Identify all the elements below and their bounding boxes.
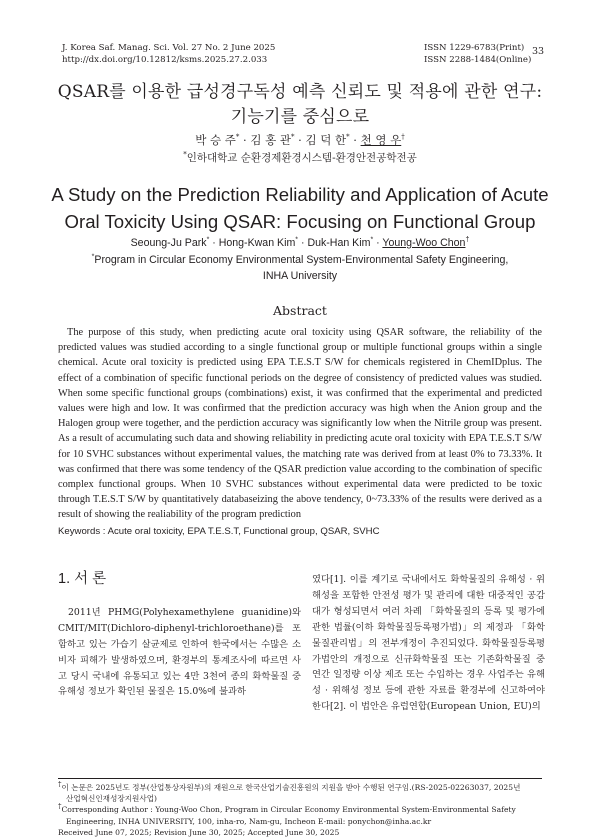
body-paragraph: 였다[1]. 이를 계기로 국내에서도 화학물질의 유해성 · 위해성을 포함한 안전성 평가 및 관리에 대한 대중적인 공감대가 형성되면서 여러 차례 「화학물질의 등록 및 평가에 관한 법률(이하 화학물질등록평가법)」의 제정과 「화학물질관리법」의 전부개정이 추진되었다. 화학물질등록평가법안의 개정으로 신규화학물질 또는 기존화학물질 중 연간 일정량 이상 제조 또는 수입하는 경우 사업주는 유해성 · 위해성 정보 등에 관한 자료를 환경부에 신고하여야 한다[2]. 이 법안은 유럽연합(European Union, EU)의 bbox=[312, 574, 545, 713]
author-separator: · bbox=[298, 237, 308, 249]
journal-header-right bbox=[424, 42, 531, 66]
english-affiliation-text: Program in Circular Economy Environmental System-Environmental Safety Engineering, bbox=[94, 254, 509, 266]
funding-footnote bbox=[58, 782, 542, 804]
author-separator: · bbox=[239, 133, 251, 147]
english-title-line2: Oral Toxicity Using QSAR: Focusing on Functional Group bbox=[64, 211, 536, 232]
section-heading: 1. 서 론 bbox=[58, 571, 107, 587]
page-number: 33 bbox=[532, 46, 545, 57]
footnote-divider bbox=[58, 778, 542, 779]
korean-title bbox=[40, 80, 560, 130]
english-authors bbox=[40, 236, 560, 250]
author-mark: * bbox=[235, 133, 240, 142]
funding-footnote-line2: 산업혁신인재성장지원사업) bbox=[66, 794, 157, 804]
journal-header-left bbox=[62, 42, 275, 66]
footnotes bbox=[58, 782, 542, 838]
author-separator: · bbox=[373, 237, 383, 249]
affiliation-mark: * bbox=[183, 150, 187, 159]
body-column-right bbox=[312, 572, 545, 715]
journal-citation: J. Korea Saf. Manag. Sci. Vol. 27 No. 2 June 2025 bbox=[62, 43, 276, 53]
abstract-heading: Abstract bbox=[273, 303, 327, 318]
affiliation-mark: * bbox=[91, 253, 95, 261]
author-mark: * bbox=[206, 236, 210, 244]
issn-print: ISSN 1229-6783(Print) bbox=[424, 43, 525, 53]
author-mark: * bbox=[370, 236, 374, 244]
corresponding-footnote-line1: Corresponding Author : Young-Woo Chon, Program in Circular Economy Environmental System-Environmental Safety bbox=[61, 805, 516, 815]
author-mark: * bbox=[291, 133, 295, 142]
corresponding-mark: † bbox=[401, 133, 405, 142]
english-affiliation-line1 bbox=[40, 252, 560, 268]
author-mark: * bbox=[346, 133, 350, 142]
english-affiliation-line2: INHA University bbox=[262, 270, 338, 282]
korean-affiliation bbox=[40, 151, 560, 165]
body-column-left bbox=[58, 572, 301, 700]
author-separator: · bbox=[349, 133, 361, 147]
footnote-mark: † bbox=[58, 780, 62, 789]
author-separator: · bbox=[294, 133, 306, 147]
footnote-mark: † bbox=[58, 802, 62, 811]
keywords-label: Keywords bbox=[58, 526, 101, 537]
issn-online: ISSN 2288-1484(Online) bbox=[424, 55, 532, 65]
english-title-line1: A Study on the Prediction Reliability and Application of Acute bbox=[51, 184, 549, 205]
english-affiliation bbox=[40, 252, 560, 284]
author-kr-2: 김 홍 관 bbox=[250, 133, 292, 147]
author-mark: * bbox=[295, 236, 299, 244]
corresponding-footnote-line2: Engineering, INHA UNIVERSITY, 100, inha-ro, Nam-gu, Incheon E-mail: ponychon@inha.ac.kr bbox=[66, 816, 432, 826]
author-separator: · bbox=[209, 237, 219, 249]
corresponding-mark: † bbox=[465, 236, 470, 244]
author-en-1: Seoung-Ju Park bbox=[130, 237, 207, 249]
received-dates: Received June 07, 2025; Revision June 30, 2025; Accepted June 30, 2025 bbox=[58, 827, 340, 837]
author-en-4-corresponding: Young-Woo Chon bbox=[382, 237, 466, 249]
korean-affiliation-text: 인하대학교 순환경제환경시스템-환경안전공학전공 bbox=[186, 152, 417, 164]
author-kr-3: 김 덕 한 bbox=[305, 133, 347, 147]
corresponding-author-footnote bbox=[58, 804, 542, 826]
english-title bbox=[40, 181, 560, 235]
keywords: Keywords : Acute oral toxicity, EPA T.E.S.T, Functional group, QSAR, SVHC bbox=[58, 526, 380, 537]
korean-title-line1: QSAR를 이용한 급성경구독성 예측 신뢰도 및 적용에 관한 연구: bbox=[57, 82, 543, 102]
funding-footnote-line1: 이 논문은 2025년도 정부(산업통상자원부)의 재원으로 한국산업기술진흥원의 지원을 받아 수행된 연구임.(RS-2025-02263037, 2025년 bbox=[61, 783, 521, 792]
body-paragraph: 2011년 PHMG(Polyhexamethylene guanidine)와 CMIT/MIT(Dichloro-diphenyl-trichloroethane)를 포함하고 있는 가습기 살균제로 인하여 한국에서는 수많은 소비자 피해가 발생하였으며, 환경부의 통계조사에 따르면 사고 당시 국내에 유통되고 있는 4만 3천여 종의 화학물질 중 유해성 정보가 확인된 물질은 15.0%에 불과하 bbox=[58, 606, 301, 698]
author-en-2: Hong-Kwan Kim bbox=[218, 237, 296, 249]
doi-link[interactable]: http://dx.doi.org/10.12812/ksms.2025.27.2.033 bbox=[62, 55, 268, 65]
keywords-text: Acute oral toxicity, EPA T.E.S.T, Functional group, QSAR, SVHC bbox=[107, 526, 380, 537]
abstract-body: The purpose of this study, when predicting acute oral toxicity using QSAR software, the reliability of the predicted values was studied according to a single functional group or multiple functional groups within a single chemical. Acute oral toxicity is predicted using EPA T.E.S.T S/W for chemicals registered in ChemIDplus. The effect of a combination of specific functional periods on the degree of consistency of predicted values was studied. When some specific functional groups (combinations) exist, it was confirmed that the experimental and predicted values were high and low. It was confirmed that the prediction accuracy was high when the Anion group and the Halogen group were together, and the perdiction accuracy was significantly low when the Nitrile group was present. As a result of accumulating such data and showing reliability in predicting acute oral toxicity with EPA T.E.S.T S/W for 10 SVHC substances without experimental values, the matching rate was derived from at least 0% to 73.33%. It was confirmed that there was some tendency of the QSAR prediction value according to the combination of specific complex functional groups. When 10 SVHC substances without experimental data were predicted to be toxic through T.E.S.T S/W by quantitatively databaseizing the above tendency, 0~73.33% of the results were derived as a result of showing the realiability of the program prediction bbox=[58, 327, 542, 521]
author-en-3: Duk-Han Kim bbox=[307, 237, 371, 249]
korean-authors bbox=[40, 132, 560, 148]
author-kr-1: 박 승 주 bbox=[195, 133, 236, 147]
author-kr-4-corresponding: 천 영 우 bbox=[360, 133, 402, 147]
korean-title-line2: 기능기를 중심으로 bbox=[230, 107, 370, 127]
